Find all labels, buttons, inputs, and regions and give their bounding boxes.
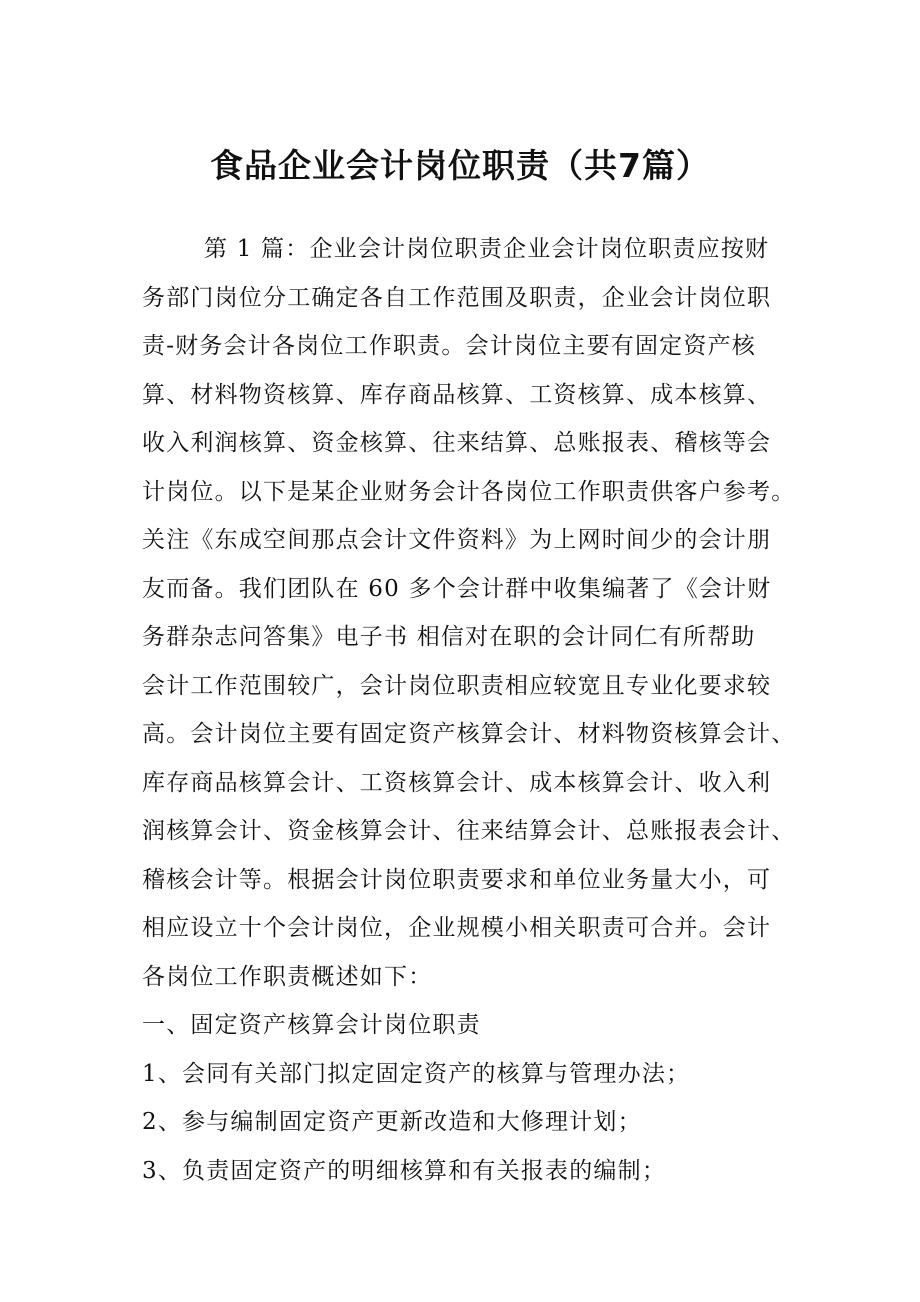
body-line: 计岗位。以下是某企业财务会计各岗位工作职责供客户参考。 [142,478,796,505]
body-line: 收入利润核算、资金核算、往来结算、总账报表、稽核等会 [142,430,772,456]
body-line: 责-财务会计各岗位工作职责。会计岗位主要有固定资产核 [142,333,756,359]
body-line: 会计工作范围较广，会计岗位职责相应较宽且专业化要求较 [142,672,772,699]
body-line: 务群杂志问答集》电子书 相信对在职的会计同仁有所帮助 [142,624,756,650]
list-item: 3、负责固定资产的明细核算和有关报表的编制； [142,1157,667,1184]
section-heading: 一、固定资产核算会计岗位职责 [142,1012,481,1038]
body-line: 润核算会计、资金核算会计、往来结算会计、总账报表会计、 [142,818,796,844]
body-line: 关注《东成空间那点会计文件资料》为上网时间少的会计朋 [142,527,772,553]
body-line: 友而备。我们团队在 60 多个会计群中收集编著了《会计财 [142,575,772,602]
body-line: 各岗位工作职责概述如下： [142,963,433,990]
body-line: 库存商品核算会计、工资核算会计、成本核算会计、收入利 [142,769,772,796]
body-line: 高。会计岗位主要有固定资产核算会计、材料物资核算会计、 [142,721,796,747]
body-line: 相应设立十个会计岗位，企业规模小相关职责可合并。会计 [142,915,772,941]
body-line: 第 1 篇：企业会计岗位职责企业会计岗位职责应按财 [204,236,770,262]
document-title: 食品企业会计岗位职责（共7篇） [210,146,710,185]
document-body [142,225,802,1195]
body-line: 算、材料物资核算、库存商品核算、工资核算、成本核算、 [142,381,772,408]
list-item: 1、会同有关部门拟定固定资产的核算与管理办法； [142,1060,691,1087]
body-line: 务部门岗位分工确定各自工作范围及职责，企业会计岗位职 [142,284,772,311]
body-line: 稽核会计等。根据会计岗位职责要求和单位业务量大小，可 [142,866,772,893]
list-item: 2、参与编制固定资产更新改造和大修理计划； [142,1109,642,1135]
